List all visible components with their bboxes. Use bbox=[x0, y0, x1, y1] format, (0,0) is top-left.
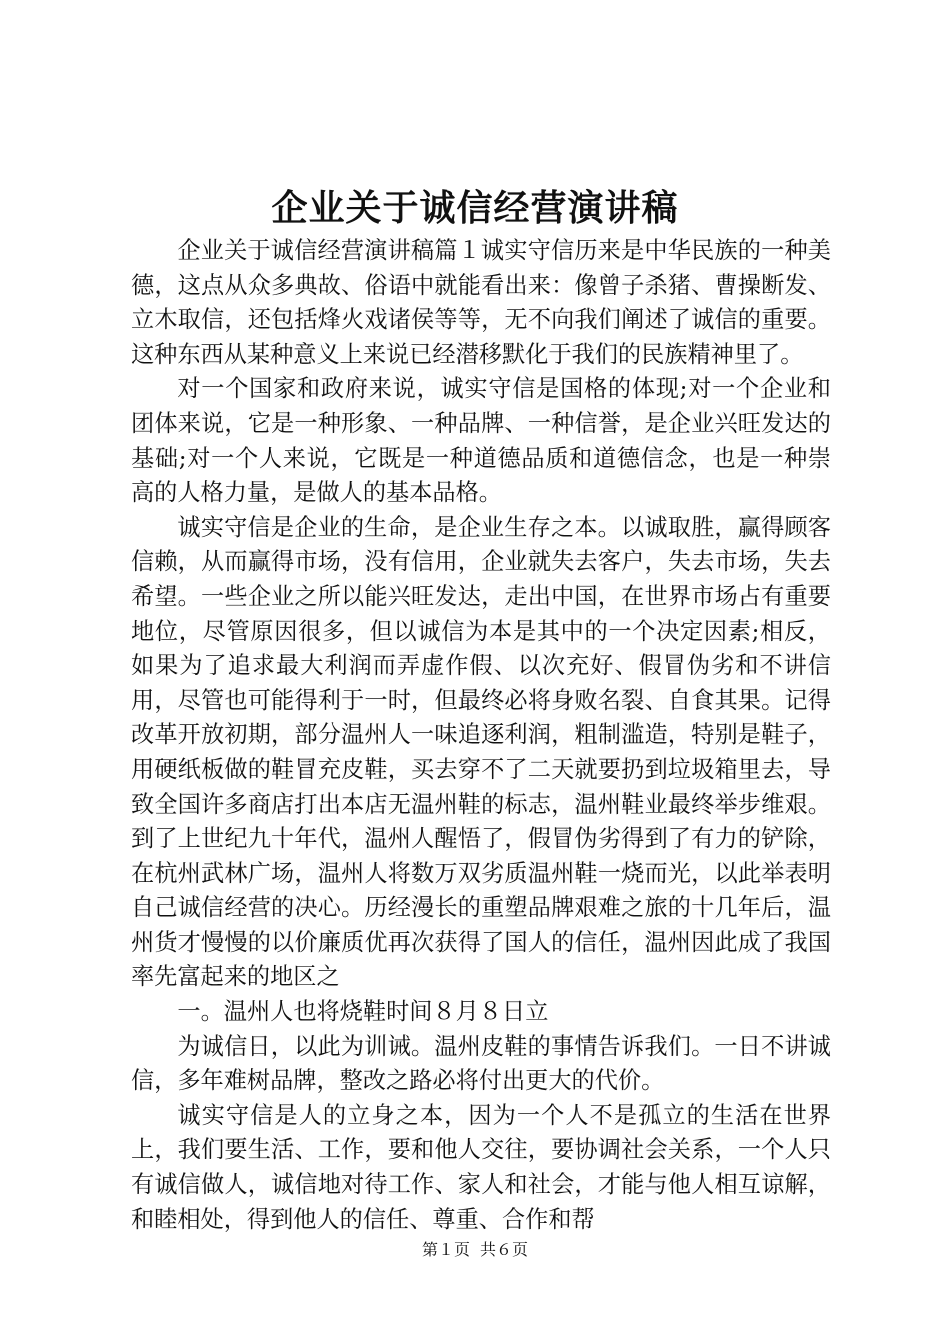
paragraph-3: 诚实守信是企业的生命，是企业生存之本。以诚取胜，赢得顾客信赖，从而赢得市场，没有信用，企业就失去客户，失去市场，失去希望。一些企业之所以能兴旺发达，走出中国，在世界市场占有重要地位，尽管原因很多，但以诚信为本是其中的一个决定因素;相反，如果为了追求最大利润而弄虚作假、以次充好、假冒伪劣和不讲信用，尽管也可能得利于一时，但最终必将身败名裂、自食其果。记得改革开放初期，部分温州人一味追逐利润，粗制滥造，特别是鞋子，用硬纸板做的鞋冒充皮鞋，买去穿不了二天就要扔到垃圾箱里去，导致全国许多商店打出本店无温州鞋的标志，温州鞋业最终举步维艰。到了上世纪九十年代，温州人醒悟了，假冒伪劣得到了有力的铲除，在杭州武林广场，温州人将数万双劣质温州鞋一烧而光，以此举表明自己诚信经营的决心。历经漫长的重塑品牌艰难之旅的十几年后，温州货才慢慢的以价廉质优再次获得了国人的信任，温州因此成了我国率先富起来的地区之 bbox=[131, 513, 831, 991]
paragraph-6: 诚实守信是人的立身之本，因为一个人不是孤立的生活在世界上，我们要生活、工作，要和他人交往，要协调社会关系，一个人只有诚信做人，诚信地对待工作、家人和社会，才能与他人相互谅解，和睦相处，得到他人的信任、尊重、合作和帮 bbox=[131, 1101, 831, 1233]
page-footer bbox=[0, 1238, 950, 1262]
page-total: 共６页 bbox=[480, 1240, 529, 1259]
paragraph-5: 为诚信日，以此为训诫。温州皮鞋的事情告诉我们。一日不讲诚信，多年难树品牌，整改之路必将付出更大的代价。 bbox=[131, 1032, 831, 1095]
paragraph-4: 一。温州人也将烧鞋时间８月８日立 bbox=[177, 998, 549, 1026]
document-title: 企业关于诚信经营演讲稿 bbox=[271, 187, 679, 229]
paragraph-1: 企业关于诚信经营演讲稿篇１诚实守信历来是中华民族的一种美德，这点从众多典故、俗语中就能看出来：像曾子杀猪、曹操断发、立木取信，还包括烽火戏诸侯等等，无不向我们阐述了诚信的重要。这种东西从某种意义上来说已经潜移默化于我们的民族精神里了。 bbox=[131, 237, 831, 368]
paragraph-2: 对一个国家和政府来说，诚实守信是国格的体现;对一个企业和团体来说，它是一种形象、一种品牌、一种信誉，是企业兴旺发达的基础;对一个人来说，它既是一种道德品质和道德信念，也是一种崇高的人格力量，是做人的基本品格。 bbox=[131, 375, 831, 507]
page-number: 第１页 bbox=[421, 1240, 470, 1259]
document-body bbox=[131, 234, 831, 1237]
